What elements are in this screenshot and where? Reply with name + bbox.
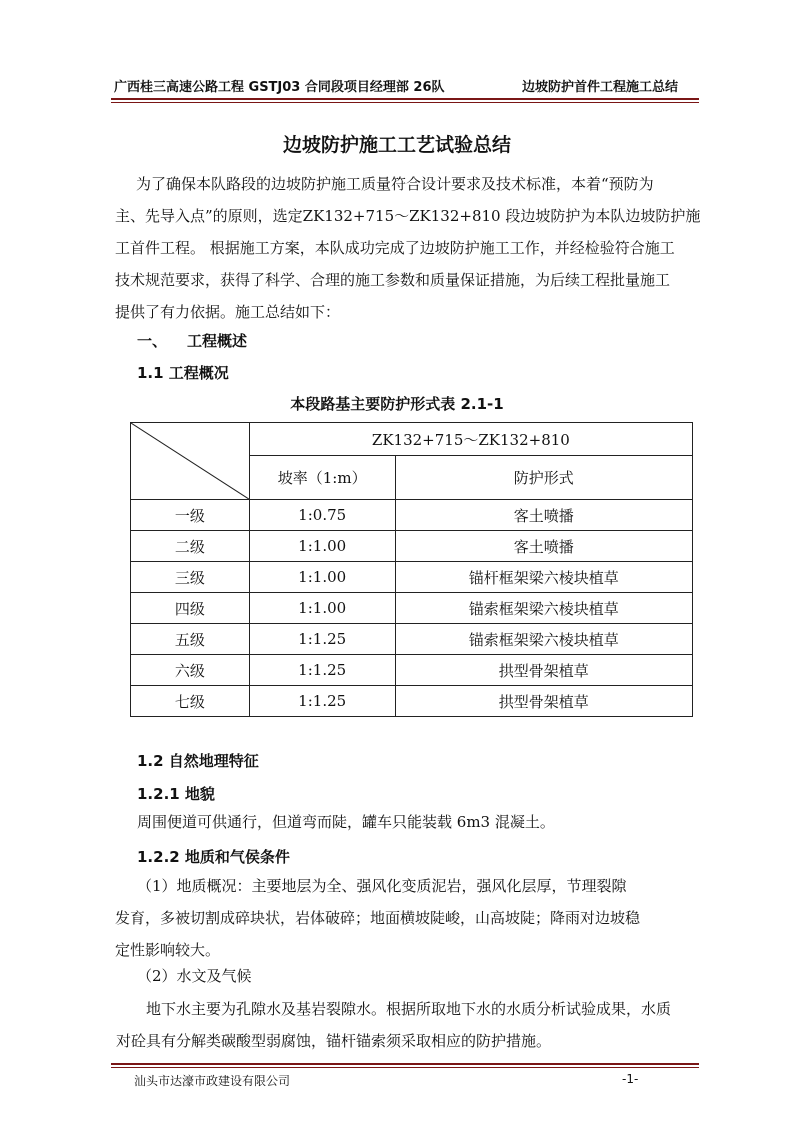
header-rule (111, 98, 699, 100)
geology-line: 定性影响较大。 (115, 941, 221, 959)
landform-line: 周围便道可供通行，但道弯而陡，罐车只能装载 6m3 混凝土。 (137, 813, 555, 831)
intro-line: 工首件工程。 根据施工方案，本队成功完成了边坡防护施工工作，并经检验符合施工 (115, 239, 675, 257)
slope-cell: 1:1.00 (249, 593, 395, 624)
slope-column-header: 坡率（1:m） (249, 456, 395, 500)
diagonal-header-cell (131, 423, 250, 500)
level-cell: 一级 (131, 500, 250, 531)
intro-line: 主、先导入点”的原则，选定ZK132+715～ZK132+810 段边坡防护为本队边坡防护施 (115, 207, 701, 225)
level-cell: 五级 (131, 624, 250, 655)
section-heading-1-1: 1.1 工程概况 (137, 364, 229, 382)
table-caption: 本段路基主要防护形式表 2.1-1 (290, 395, 504, 413)
form-cell: 拱型骨架植草 (395, 655, 692, 686)
footer-company: 汕头市达濠市政建设有限公司 (134, 1074, 291, 1088)
level-cell: 七级 (131, 686, 250, 717)
section-heading-1-2-2: 1.2.2 地质和气侯条件 (137, 848, 290, 866)
header-project: 广西桂三高速公路工程 GSTJ03 合同段项目经理部 26队 (114, 80, 445, 95)
slope-cell: 1:1.25 (249, 624, 395, 655)
header-doc-title: 边坡防护首件工程施工总结 (522, 80, 679, 95)
intro-line: 技术规范要求，获得了科学、合理的施工参数和质量保证措施，为后续工程批量施工 (115, 271, 671, 289)
section-heading-1-2: 1.2 自然地理特征 (137, 752, 259, 770)
section-heading-1 (137, 330, 247, 351)
form-cell: 锚索框架梁六棱块植草 (395, 624, 692, 655)
slope-cell: 1:1.00 (249, 562, 395, 593)
level-cell: 二级 (131, 531, 250, 562)
form-cell: 拱型骨架植草 (395, 686, 692, 717)
table-row (131, 624, 693, 655)
range-header-cell: ZK132+715～ZK132+810 (249, 423, 692, 456)
geology-line: （1）地质概况：主要地层为全、强风化变质泥岩，强风化层厚，节理裂隙 (137, 877, 627, 895)
level-cell: 三级 (131, 562, 250, 593)
page-number: -1- (622, 1072, 639, 1086)
footer-rule (111, 1063, 699, 1065)
table-row (131, 593, 693, 624)
footer-rule-thin (111, 1067, 699, 1068)
form-cell: 客土喷播 (395, 531, 692, 562)
geology-paragraph (115, 870, 699, 966)
form-cell: 锚杆框架梁六棱块植草 (395, 562, 692, 593)
hydro-line: 地下水主要为孔隙水及基岩裂隙水。根据所取地下水的水质分析试验成果，水质 (146, 1000, 672, 1018)
protection-table (130, 422, 693, 717)
table-row (131, 655, 693, 686)
landform-paragraph (137, 806, 699, 838)
hydro-heading (137, 960, 699, 992)
table-row (131, 531, 693, 562)
table-row (131, 500, 693, 531)
section-number: 一、 (137, 332, 168, 350)
hydro-paragraph (116, 993, 708, 1057)
intro-paragraph (115, 168, 701, 328)
form-column-header: 防护形式 (395, 456, 692, 500)
section-heading-1-2-1: 1.2.1 地貌 (137, 785, 215, 803)
form-cell: 锚索框架梁六棱块植草 (395, 593, 692, 624)
section-title: 工程概述 (187, 332, 248, 350)
intro-line: 为了确保本队路段的边坡防护施工质量符合设计要求及技术标准，本着“预防为 (136, 175, 654, 193)
intro-line: 提供了有力依据。施工总结如下： (115, 303, 341, 321)
slope-cell: 1:1.00 (249, 531, 395, 562)
form-cell: 客土喷播 (395, 500, 692, 531)
page-title: 边坡防护施工工艺试验总结 (282, 134, 511, 156)
level-cell: 四级 (131, 593, 250, 624)
table-row (131, 686, 693, 717)
slope-cell: 1:0.75 (249, 500, 395, 531)
level-cell: 六级 (131, 655, 250, 686)
table-row (131, 562, 693, 593)
table-header-row (131, 423, 693, 456)
header-rule-thin (111, 102, 699, 103)
geology-line: 发育，多被切割成碎块状，岩体破碎；地面横坡陡峻，山高坡陡；降雨对边坡稳 (115, 909, 641, 927)
diagonal-line (131, 423, 249, 499)
slope-cell: 1:1.25 (249, 686, 395, 717)
hydro-line: 对砼具有分解类碳酸型弱腐蚀，锚杆锚索须采取相应的防护措施。 (116, 1032, 552, 1050)
slope-cell: 1:1.25 (249, 655, 395, 686)
hydro-title: （2）水文及气候 (137, 967, 252, 985)
